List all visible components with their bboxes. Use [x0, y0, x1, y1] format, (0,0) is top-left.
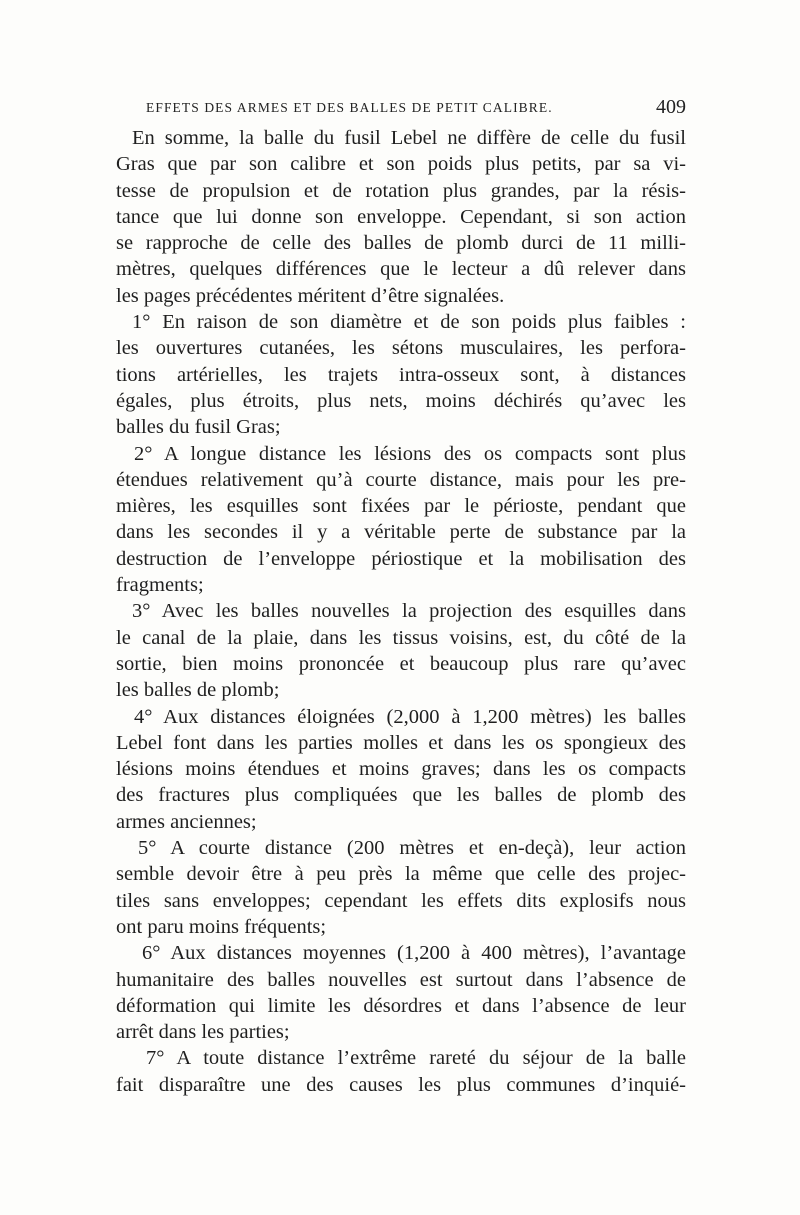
- text-line: armes anciennes;: [116, 810, 257, 833]
- text-line: mières, les esquilles sont fixées par le périoste, pendant que: [116, 495, 686, 518]
- page-number: 409: [656, 96, 686, 118]
- running-head: EFFETS DES ARMES ET DES BALLES DE PETIT CALIBRE.: [146, 100, 553, 115]
- text-line: égales, plus étroits, plus nets, moins déchirés qu’avec les: [116, 389, 686, 412]
- text-line: les balles de plomb;: [116, 679, 280, 702]
- text-line: arrêt dans les parties;: [116, 1021, 290, 1044]
- text-line: humanitaire des balles nouvelles est surtout dans l’absence de: [116, 968, 686, 991]
- text-line: En somme, la balle du fusil Lebel ne diffère de celle du fusil: [132, 127, 686, 149]
- text-line: le canal de la plaie, dans les tissus voisins, est, du côté de la: [116, 626, 686, 649]
- text-line: tiles sans enveloppes; cependant les effets dits explosifs nous: [116, 889, 686, 912]
- text-line: mètres, quelques différences que le lecteur a dû relever dans: [116, 258, 686, 281]
- text-line: tions artérielles, les trajets intra-osseux sont, à distances: [116, 363, 686, 386]
- text-line: lésions moins étendues et moins graves; dans les os compacts: [116, 758, 686, 781]
- text-line: 4° Aux distances éloignées (2,000 à 1,200 mètres) les balles: [134, 705, 686, 728]
- text-line: déformation qui limite les désordres et dans l’absence de leur: [116, 994, 686, 1017]
- text-line: balles du fusil Gras;: [116, 416, 281, 439]
- page-header: [146, 96, 686, 120]
- text-line: tance que lui donne son enveloppe. Cependant, si son action: [116, 205, 686, 228]
- text-line: 3° Avec les balles nouvelles la projection des esquilles dans: [132, 600, 686, 623]
- text-line: Gras que par son calibre et son poids plus petits, par sa vi-: [116, 153, 686, 176]
- text-line: sortie, bien moins prononcée et beaucoup plus rare qu’avec: [116, 652, 686, 675]
- text-line: 5° A courte distance (200 mètres et en-deçà), leur action: [138, 837, 686, 860]
- text-line: 1° En raison de son diamètre et de son poids plus faibles :: [132, 311, 686, 334]
- text-line: dans les secondes il y a véritable perte de substance par la: [116, 521, 686, 544]
- text-line: Lebel font dans les parties molles et dans les os spongieux des: [116, 731, 686, 754]
- text-line: 6° Aux distances moyennes (1,200 à 400 mètres), l’avantage: [142, 942, 686, 965]
- text-line: fait disparaître une des causes les plus communes d’inquié-: [116, 1073, 686, 1096]
- text-line: étendues relativement qu’à courte distance, mais pour les pre-: [116, 468, 686, 491]
- text-line: destruction de l’enveloppe périostique et la mobilisation des: [116, 547, 686, 570]
- text-line: des fractures plus compliquées que les balles de plomb des: [116, 784, 686, 807]
- text-line: les ouvertures cutanées, les sétons musculaires, les perfora-: [116, 337, 686, 360]
- text-line: tesse de propulsion et de rotation plus grandes, par la résis-: [116, 179, 686, 202]
- text-line: 7° A toute distance l’extrême rareté du séjour de la balle: [146, 1047, 686, 1070]
- text-line: 2° A longue distance les lésions des os compacts sont plus: [134, 442, 686, 465]
- body-text: [116, 125, 686, 1098]
- text-line: semble devoir être à peu près la même que celle des projec-: [116, 863, 686, 886]
- text-line: se rapproche de celle des balles de plomb durci de 11 milli-: [116, 232, 686, 255]
- text-line: ont paru moins fréquents;: [116, 915, 327, 938]
- text-line: les pages précédentes méritent d’être signalées.: [116, 284, 505, 307]
- text-line: fragments;: [116, 574, 204, 597]
